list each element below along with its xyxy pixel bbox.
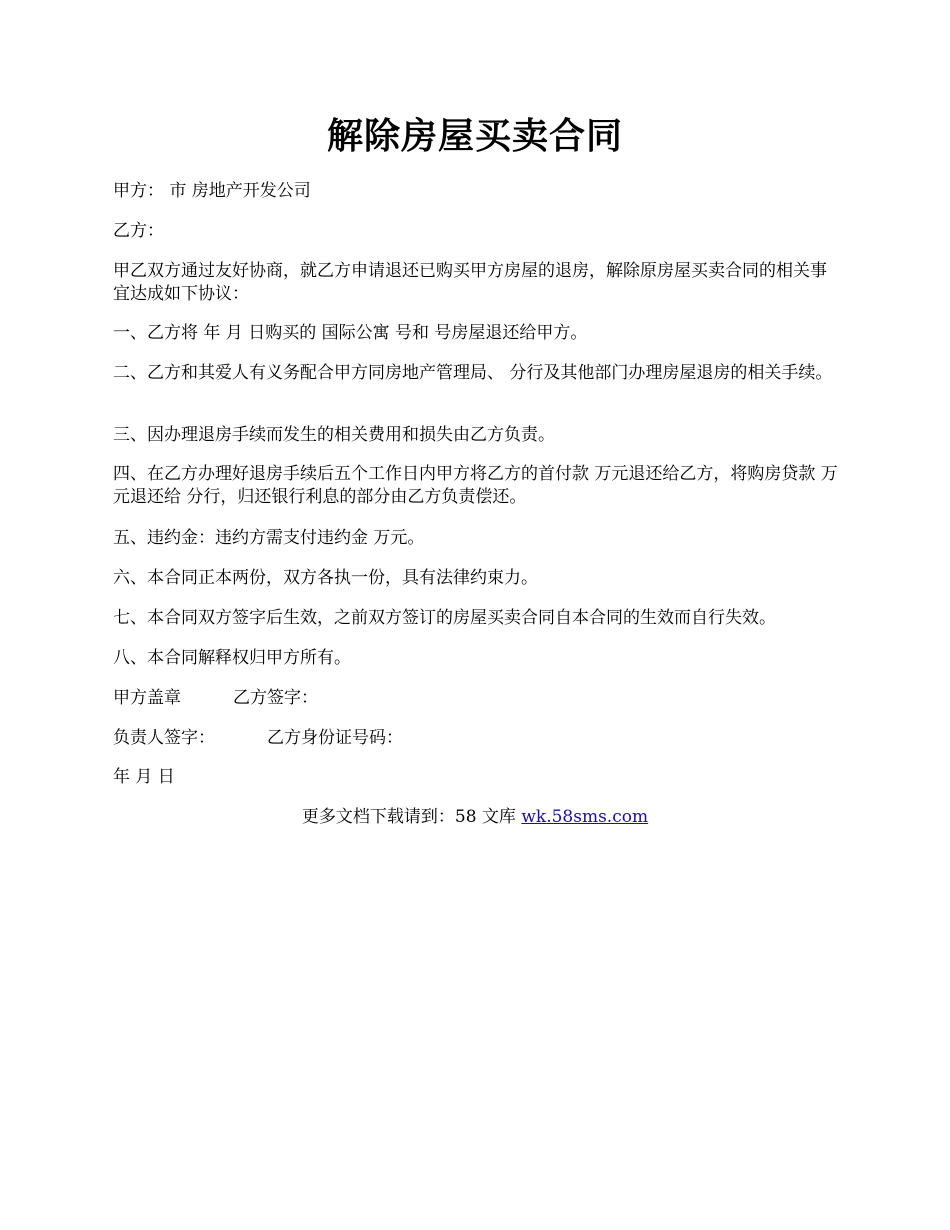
footer-text: 更多文档下载请到：58 文库 xyxy=(301,807,522,827)
date-line: 年 月 日 xyxy=(113,767,175,787)
document-title: 解除房屋买卖合同 xyxy=(326,115,623,157)
clause-2: 二、乙方和其爱人有义务配合甲方同房地产管理局、 分行及其他部门办理房屋退房的相关手续。 xyxy=(113,363,833,383)
clause-1: 一、乙方将 年 月 日购买的 国际公寓 号和 号房屋退还给甲方。 xyxy=(113,323,588,343)
party-b-id-label: 乙方身份证号码： xyxy=(267,728,403,748)
clause-3: 三、因办理退房手续而发生的相关费用和损失由乙方负责。 xyxy=(113,425,555,445)
party-b-sign-label: 乙方签字： xyxy=(233,688,318,708)
party-b-line: 乙方： xyxy=(113,221,164,241)
clause-7: 七、本合同双方签字后生效，之前双方签订的房屋买卖合同自本合同的生效而自行失效。 xyxy=(113,608,776,628)
intro-paragraph: 甲乙双方通过友好协商，就乙方申请退还已购买甲方房屋的退房，解除原房屋买卖合同的相关事宜达成如下协议： xyxy=(113,261,827,304)
signature-row-2 xyxy=(113,727,403,750)
footer-link[interactable]: wk.58sms.com xyxy=(521,807,649,827)
rep-sign-label: 负责人签字： xyxy=(113,728,215,748)
signature-row-1 xyxy=(113,687,318,710)
clause-6: 六、本合同正本两份，双方各执一份，具有法律约束力。 xyxy=(113,568,538,588)
clause-8: 八、本合同解释权归甲方所有。 xyxy=(113,648,351,668)
party-a-seal-label: 甲方盖章 xyxy=(113,688,181,708)
clause-4: 四、在乙方办理好退房手续后五个工作日内甲方将乙方的首付款 万元退还给乙方，将购房贷款 万元退还给 分行，归还银行利息的部分由乙方负责偿还。 xyxy=(113,464,838,507)
clause-5: 五、违约金：违约方需支付违约金 万元。 xyxy=(113,528,425,548)
party-a-line: 甲方： 市 房地产开发公司 xyxy=(113,181,311,201)
footer xyxy=(0,806,950,829)
